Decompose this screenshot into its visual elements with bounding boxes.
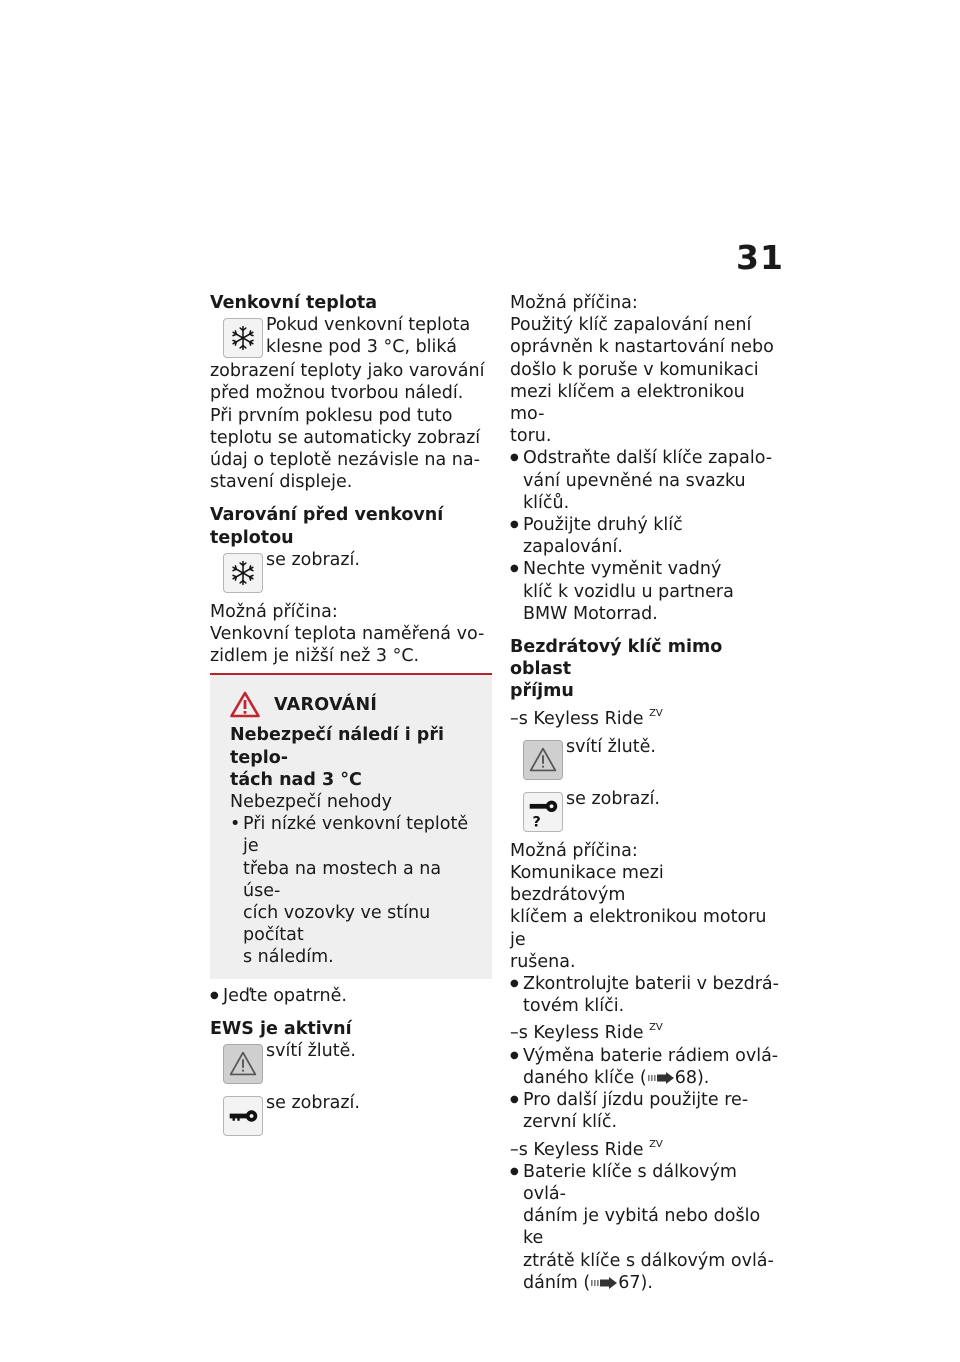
svg-text:?: ? [532, 814, 541, 831]
snowflake-indicator-row [210, 314, 492, 360]
warning-bullet-line: s náledím. [243, 947, 334, 968]
cause-line: rušena. [510, 951, 576, 972]
page-number: 31 [736, 238, 784, 277]
section-title-ews: EWS je aktivní [210, 1018, 352, 1039]
action-step-line: ztrátě klíče s dálkovým ovlá- [523, 1250, 774, 1271]
keyless-ride-note [510, 703, 782, 730]
action-step-text: ). [696, 1067, 710, 1088]
warning-triangle-icon [230, 691, 260, 718]
action-step-line: ● Použijte druhý klíč zapalování. [523, 515, 683, 558]
snowflake-icon [223, 318, 263, 358]
cause-line: Venkovní teplota naměřená vo- [210, 624, 485, 645]
action-step [210, 985, 492, 1007]
action-step [510, 558, 782, 625]
keyless-ride-text: –s Keyless Ride [510, 1023, 644, 1044]
indicator-text-line-1: Pokud venkovní teplota [266, 315, 471, 336]
section-title-keyless-line-2: příjmu [510, 681, 574, 702]
action-step-line: dáním je vybitá nebo došlo ke [523, 1206, 761, 1249]
action-step [510, 447, 782, 514]
indicator-text: svítí žlutě. [566, 736, 656, 757]
cause-label: Možná příčina: [510, 293, 638, 313]
warning-subtitle: Nebezpečí nehody [230, 792, 392, 813]
action-step-text: daného klíče ( [523, 1067, 647, 1088]
key-question-indicator-row [510, 788, 782, 834]
section-title-warning-line-2: teplotou [210, 527, 294, 548]
general-warning-icon [523, 740, 563, 780]
warning-label: VAROVÁNÍ [274, 694, 378, 715]
page-reference-link[interactable]: 67 [618, 1272, 641, 1293]
warning-bullet-line: třeba na mostech a na úse- [243, 858, 442, 901]
body-line: údaj o teplotě nezávisle na na- [210, 450, 480, 471]
keyless-ride-text: –s Keyless Ride [510, 1139, 644, 1160]
indicator-text: se zobrazí. [266, 549, 360, 570]
option-superscript: ZV [649, 1022, 663, 1034]
cause-line: Komunikace mezi bezdrátovým [510, 863, 664, 906]
action-step-line-with-ref [523, 1272, 782, 1294]
body-line: teplotu se automaticky zobrazí [210, 427, 481, 448]
keyless-ride-note [510, 1134, 782, 1161]
warning-title-line-1: Nebezpečí náledí i při teplo- [230, 725, 444, 768]
cause-label: Možná příčina: [510, 840, 638, 861]
warning-box [210, 673, 492, 978]
indicator-text-line-2: klesne pod 3 °C, bliká [266, 337, 457, 358]
cause-line: klíčem a elektronikou motoru je [510, 907, 767, 950]
cause-line: oprávněn k nastartování nebo [510, 337, 774, 358]
body-line: zobrazení teploty jako varování [210, 361, 485, 382]
cause-label: Možná příčina: [210, 601, 338, 622]
option-superscript: ZV [649, 707, 663, 719]
keyless-ride-note [510, 1017, 782, 1044]
key-icon [223, 1096, 263, 1136]
action-step-line: ● Baterie klíče s dálkovým ovlá- [523, 1161, 737, 1204]
action-step [510, 1045, 782, 1089]
page-reference-arrow-icon [590, 1277, 618, 1289]
section-title-keyless-line-1: Bezdrátový klíč mimo oblast [510, 637, 723, 680]
left-column [210, 292, 492, 1138]
body-line: před možnou tvorbou náledí. [210, 383, 464, 404]
snowflake-indicator-row [210, 549, 492, 595]
snowflake-icon [223, 553, 263, 593]
action-step-line: klíč k vozidlu u partnera [523, 581, 734, 602]
action-step-line: ● Nechte vyměnit vadný [523, 559, 722, 580]
warning-bullet-line: • Při nízké venkovní teplotě je [243, 814, 469, 857]
cause-line: zidlem je nižší než 3 °C. [210, 646, 420, 667]
action-step-line: ● Pro další jízdu použijte re- [523, 1090, 749, 1111]
right-column [510, 292, 782, 1294]
action-step [510, 514, 782, 558]
body-line: Při prvním poklesu pod tuto [210, 405, 453, 426]
action-step-line: BMW Motorrad. [523, 603, 658, 624]
warning-title-line-2: tách nad 3 °C [230, 769, 362, 790]
cause-line: došlo k poruše v komunikaci [510, 359, 759, 380]
cause-line: mezi klíčem a elektronikou mo- [510, 381, 745, 425]
action-step-text: ). [640, 1272, 653, 1293]
key-question-icon [523, 792, 563, 832]
indicator-text: se zobrazí. [566, 788, 660, 809]
action-step [510, 1161, 782, 1294]
section-title-warning-line-1: Varování před venkovní [210, 505, 444, 526]
action-step-line: ● Výměna baterie rádiem ovlá- [523, 1045, 779, 1066]
page-reference-link[interactable]: 68 [674, 1067, 697, 1088]
page-reference-arrow-icon [647, 1072, 675, 1084]
keyless-ride-text: –s Keyless Ride [510, 708, 644, 729]
key-indicator-row [210, 1092, 492, 1138]
action-step-line: tovém klíči. [523, 996, 625, 1017]
action-step [510, 973, 782, 1017]
action-step-line-with-ref [523, 1067, 782, 1089]
cause-line: Použitý klíč zapalování není [510, 315, 752, 336]
cause-line: toru. [510, 426, 552, 447]
indicator-text: svítí žlutě. [266, 1041, 356, 1062]
action-step-line: vání upevněné na svazku klíčů. [523, 470, 746, 513]
warning-bullet [230, 813, 474, 968]
general-warning-indicator-row [210, 1040, 492, 1086]
indicator-text: se zobrazí. [266, 1093, 360, 1114]
action-step-text: ● Jeďte opatrně. [223, 985, 347, 1006]
section-title-outside-temperature: Venkovní teplota [210, 293, 378, 313]
warning-bullet-line: cích vozovky ve stínu počítat [243, 903, 431, 946]
action-step [510, 1089, 782, 1133]
action-step-text: dáním ( [523, 1272, 591, 1293]
action-step-line: ● Zkontrolujte baterii v bezdrá- [523, 974, 779, 995]
action-step-line: ● Odstraňte další klíče zapalo- [523, 448, 773, 469]
action-step-line: zervní klíč. [523, 1112, 618, 1133]
body-line: stavení displeje. [210, 472, 353, 493]
general-warning-indicator-row [510, 736, 782, 782]
general-warning-icon [223, 1044, 263, 1084]
option-superscript: ZV [649, 1138, 663, 1150]
